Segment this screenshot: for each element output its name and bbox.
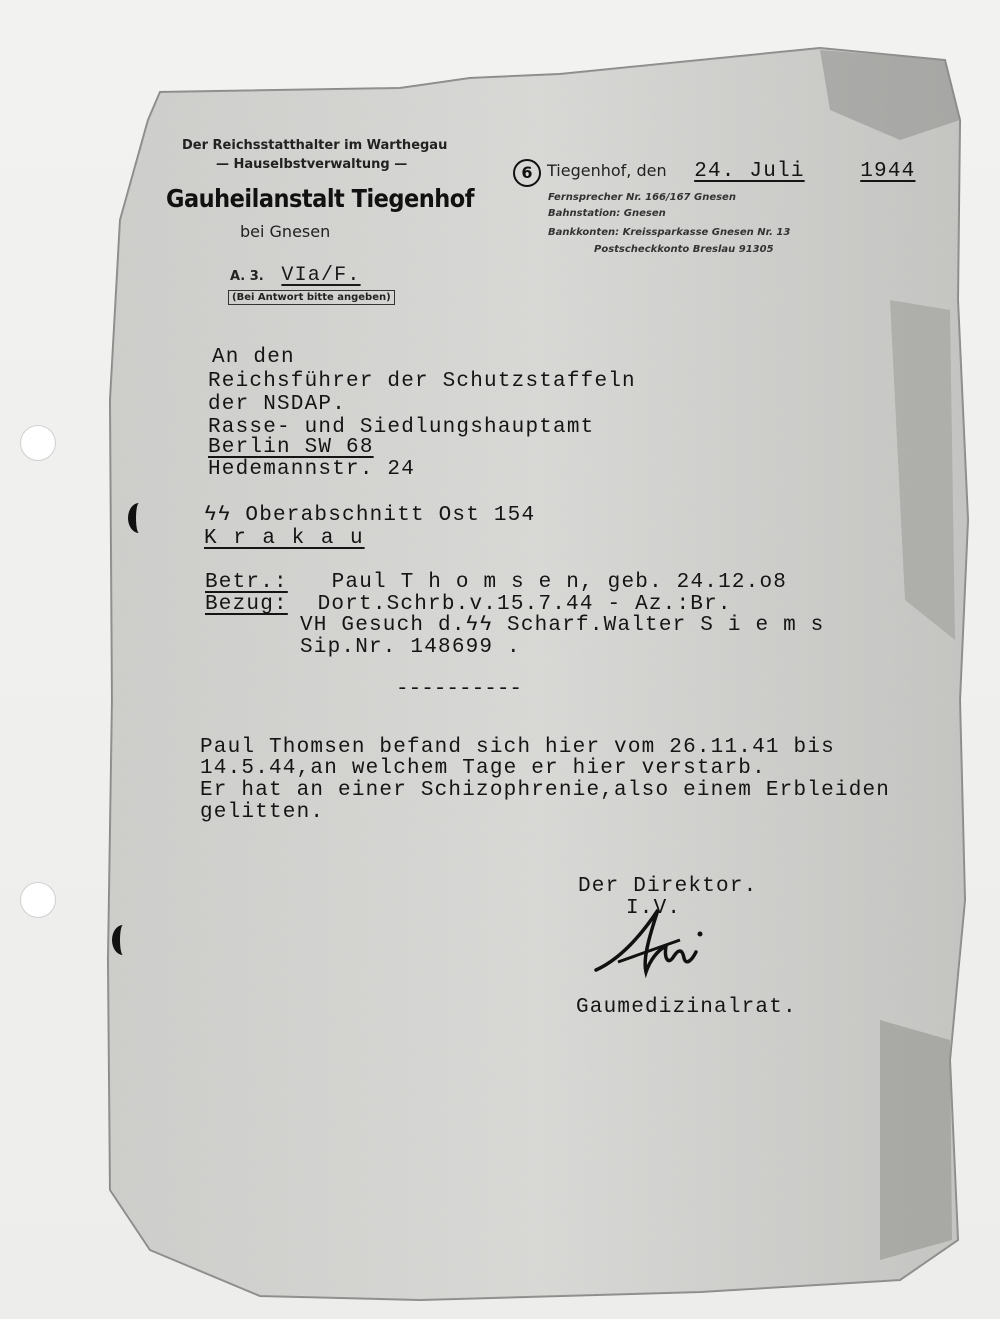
bezug-text: Dort.Schrb.v.15.7.44 - Az.:Br. bbox=[317, 593, 732, 616]
bezug-label: Bezug: bbox=[205, 593, 288, 616]
recipient-line-1: An den bbox=[212, 346, 295, 369]
reference-number bbox=[230, 264, 361, 287]
copy-to-line-1: ϟϟ Oberabschnitt Ost 154 bbox=[204, 504, 536, 527]
body-line-1: Paul Thomsen befand sich hier vom 26.11.41 bis bbox=[200, 736, 835, 759]
recipient-line-6: Hedemannstr. 24 bbox=[208, 458, 416, 481]
date-year: 1944 bbox=[860, 160, 916, 183]
body-line-2: 14.5.44,an welchem Tage er hier verstarb. bbox=[200, 757, 766, 780]
bezug-line-2: VH Gesuch d.ϟϟ Scharf.Walter S i e m s bbox=[300, 614, 825, 637]
closing-rank: Gaumedizinalrat. bbox=[576, 996, 797, 1019]
place-date-prefix: Tiegenhof, den bbox=[547, 161, 667, 180]
reference-note: (Bei Antwort bitte angeben) bbox=[228, 290, 395, 305]
recipient-line-5: Berlin SW 68 bbox=[208, 436, 374, 459]
closing-iv: I.V. bbox=[626, 897, 682, 920]
letterhead-institution: Gauheilanstalt Tiegenhof bbox=[166, 184, 475, 213]
subject-betr bbox=[205, 571, 787, 594]
reference-prefix: A. 3. bbox=[230, 269, 264, 284]
bezug-line-3: Sip.Nr. 148699 . bbox=[300, 636, 521, 659]
betr-label: Betr.: bbox=[205, 571, 288, 594]
recipient-line-4: Rasse- und Siedlungshauptamt bbox=[208, 416, 595, 439]
letterhead-authority: Der Reichsstatthalter im Warthegau bbox=[182, 138, 448, 153]
recipient-line-3: der NSDAP. bbox=[208, 393, 347, 416]
punch-hole-top bbox=[20, 425, 56, 461]
edge-mark-top bbox=[128, 503, 150, 533]
letterhead-station: Bahnstation: Gnesen bbox=[548, 208, 666, 219]
letterhead-phone: Fernsprecher Nr. 166/167 Gnesen bbox=[548, 192, 736, 203]
edge-mark-bottom bbox=[112, 925, 134, 955]
letterhead-administration: — Hauselbstverwaltung — bbox=[216, 157, 408, 172]
separator: ---------- bbox=[396, 678, 523, 701]
letterhead-location: bei Gnesen bbox=[240, 222, 331, 241]
body-line-3: Er hat an einer Schizophrenie,also einem Erbleiden bbox=[200, 779, 891, 802]
reference-value: VIa/F. bbox=[281, 264, 361, 287]
place-date bbox=[547, 160, 915, 183]
date-day-month: 24. Juli bbox=[694, 160, 805, 183]
circle-number: 6 bbox=[513, 159, 541, 187]
recipient-line-2: Reichsführer der Schutzstaffeln bbox=[208, 370, 636, 393]
closing-title: Der Direktor. bbox=[578, 875, 758, 898]
signature bbox=[588, 900, 718, 990]
betr-text: Paul T h o m s e n, geb. 24.12.o8 bbox=[331, 571, 788, 594]
letterhead-postal-check: Postscheckkonto Breslau 91305 bbox=[594, 244, 774, 255]
body-line-4: gelitten. bbox=[200, 801, 325, 824]
letterhead-bank: Bankkonten: Kreissparkasse Gnesen Nr. 13 bbox=[548, 227, 791, 238]
punch-hole-bottom bbox=[20, 882, 56, 918]
subject-bezug bbox=[205, 593, 732, 616]
copy-to-line-2: K r a k a u bbox=[204, 527, 365, 550]
